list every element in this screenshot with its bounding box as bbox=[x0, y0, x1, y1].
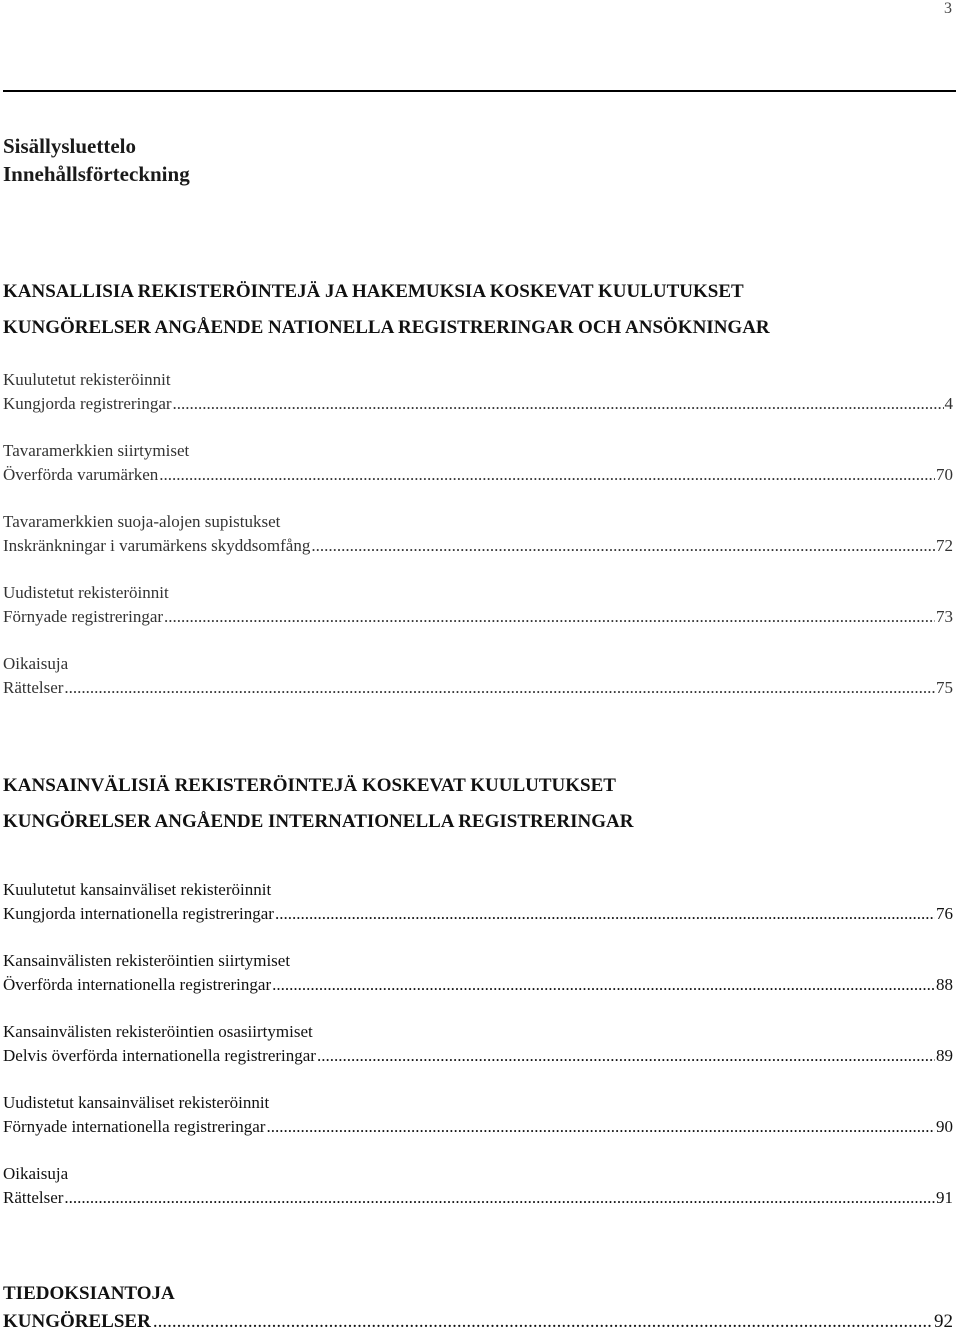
toc-entry-label-swedish: Förnyade internationella registreringar bbox=[3, 1117, 266, 1136]
dot-leader bbox=[164, 605, 935, 629]
toc-entry-page-number: 4 bbox=[944, 394, 953, 413]
national-heading-swedish: KUNGÖRELSER ANGÅENDE NATIONELLA REGISTRERINGAR OCH ANSÖKNINGAR bbox=[3, 317, 770, 338]
toc-entry-page-number: 72 bbox=[936, 536, 953, 555]
toc-entry-label-finnish: Tavaramerkkien suoja-alojen supistukset bbox=[3, 512, 281, 531]
toc-entry-swedish-line bbox=[3, 534, 953, 558]
toc-entry-swedish-line bbox=[3, 902, 953, 926]
toc-entry-label-swedish: Rättelser bbox=[3, 1188, 64, 1207]
toc-entry-trademark-transfers[interactable] bbox=[3, 439, 953, 487]
toc-entry-label-swedish: Överförda internationella registreringar bbox=[3, 975, 272, 994]
international-section-heading bbox=[3, 768, 953, 840]
toc-entry-label-swedish: Överförda varumärken bbox=[3, 465, 159, 484]
international-section bbox=[3, 768, 953, 1210]
toc-entry-swedish-line bbox=[3, 463, 953, 487]
toc-entry-page-number: 88 bbox=[936, 975, 953, 994]
dot-leader bbox=[64, 676, 935, 700]
toc-entry-label-swedish: Förnyade registreringar bbox=[3, 607, 164, 626]
toc-entry-swedish-line bbox=[3, 973, 953, 997]
toc-entry-label-finnish: Uudistetut kansainväliset rekisteröinnit bbox=[3, 1093, 270, 1112]
toc-entry-international-corrections[interactable] bbox=[3, 1162, 953, 1210]
toc-entry-page-number: 92 bbox=[934, 1311, 953, 1332]
table-of-contents bbox=[3, 132, 953, 1336]
international-heading-swedish: KUNGÖRELSER ANGÅENDE INTERNATIONELLA REGISTRERINGAR bbox=[3, 811, 634, 832]
toc-entry-label-finnish: Kuulutetut rekisteröinnit bbox=[3, 370, 171, 389]
toc-entry-label-swedish: Kungjorda registreringar bbox=[3, 394, 172, 413]
toc-entry-swedish-line bbox=[3, 392, 953, 416]
national-section-heading bbox=[3, 274, 953, 346]
toc-entry-label-finnish: Oikaisuja bbox=[3, 1164, 69, 1183]
toc-entry-partial-international-transfers[interactable] bbox=[3, 1020, 953, 1068]
dot-leader bbox=[64, 1186, 935, 1210]
national-section bbox=[3, 274, 953, 700]
dot-leader bbox=[275, 902, 935, 926]
toc-title-block bbox=[3, 132, 953, 188]
dot-leader bbox=[173, 392, 944, 416]
toc-entry-published-registrations[interactable] bbox=[3, 368, 953, 416]
toc-entry-page-number: 73 bbox=[936, 607, 953, 626]
toc-entry-published-international-registrations[interactable] bbox=[3, 878, 953, 926]
toc-entry-page-number: 91 bbox=[936, 1188, 953, 1207]
dot-leader bbox=[159, 463, 935, 487]
toc-title-swedish: Innehållsförteckning bbox=[3, 162, 190, 186]
announcements-section[interactable] bbox=[3, 1280, 953, 1336]
toc-entry-label-finnish: Kansainvälisten rekisteröintien osasiirtymiset bbox=[3, 1022, 313, 1041]
toc-entry-corrections[interactable] bbox=[3, 652, 953, 700]
toc-entry-page-number: 76 bbox=[936, 904, 953, 923]
toc-entry-label-swedish: Rättelser bbox=[3, 678, 64, 697]
toc-entry-label-swedish: Kungjorda internationella registreringar bbox=[3, 904, 274, 923]
national-heading-finnish: KANSALLISIA REKISTERÖINTEJÄ JA HAKEMUKSIA KOSKEVAT KUULUTUKSET bbox=[3, 281, 744, 302]
dot-leader bbox=[153, 1308, 932, 1336]
toc-title-finnish: Sisällysluettelo bbox=[3, 134, 137, 158]
toc-entry-label-finnish: Tavaramerkkien siirtymiset bbox=[3, 441, 190, 460]
toc-entry-swedish-line bbox=[3, 605, 953, 629]
toc-entry-international-transfers[interactable] bbox=[3, 949, 953, 997]
toc-entry-page-number: 70 bbox=[936, 465, 953, 484]
toc-entry-swedish-line bbox=[3, 1115, 953, 1139]
announcements-swedish-line bbox=[3, 1308, 953, 1336]
toc-entry-page-number: 90 bbox=[936, 1117, 953, 1136]
toc-entry-page-number: 89 bbox=[936, 1046, 953, 1065]
toc-entry-label-finnish: Kansainvälisten rekisteröintien siirtymiset bbox=[3, 951, 291, 970]
toc-entry-scope-limitations[interactable] bbox=[3, 510, 953, 558]
toc-entry-label-finnish: Uudistetut rekisteröinnit bbox=[3, 583, 169, 602]
toc-entry-label-finnish: Kuulutetut kansainväliset rekisteröinnit bbox=[3, 880, 272, 899]
page-number: 3 bbox=[944, 0, 952, 17]
dot-leader bbox=[272, 973, 935, 997]
toc-entry-renewed-international-registrations[interactable] bbox=[3, 1091, 953, 1139]
dot-leader bbox=[311, 534, 935, 558]
dot-leader bbox=[317, 1044, 935, 1068]
toc-entry-swedish-line bbox=[3, 676, 953, 700]
announcements-heading-swedish: KUNGÖRELSER bbox=[3, 1311, 151, 1332]
international-heading-finnish: KANSAINVÄLISIÄ REKISTERÖINTEJÄ KOSKEVAT KUULUTUKSET bbox=[3, 775, 616, 796]
toc-entry-renewed-registrations[interactable] bbox=[3, 581, 953, 629]
toc-entry-swedish-line bbox=[3, 1186, 953, 1210]
toc-entry-label-swedish: Inskränkningar i varumärkens skyddsomfång bbox=[3, 536, 311, 555]
toc-entry-page-number: 75 bbox=[936, 678, 953, 697]
toc-entry-label-swedish: Delvis överförda internationella registreringar bbox=[3, 1046, 316, 1065]
announcements-heading-finnish: TIEDOKSIANTOJA bbox=[3, 1283, 175, 1304]
toc-entry-label-finnish: Oikaisuja bbox=[3, 654, 69, 673]
dot-leader bbox=[266, 1115, 935, 1139]
toc-entry-swedish-line bbox=[3, 1044, 953, 1068]
header-rule bbox=[3, 90, 956, 92]
